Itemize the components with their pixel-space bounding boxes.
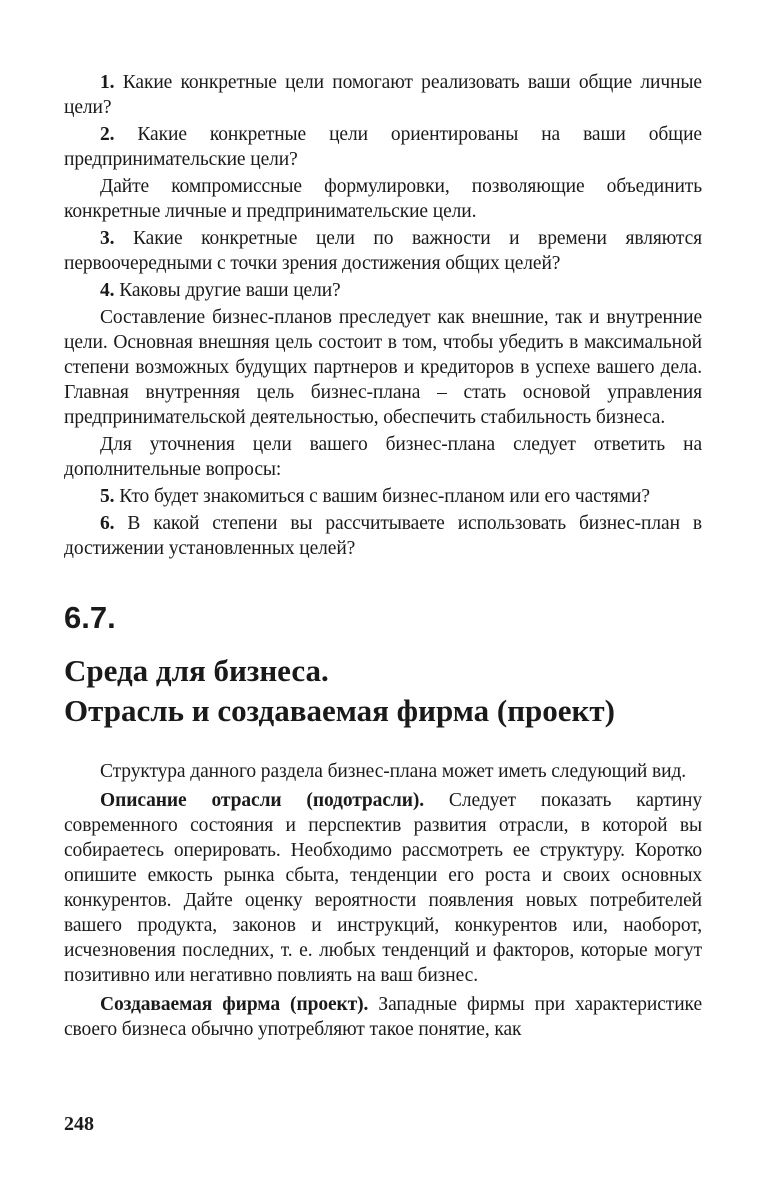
page-body (64, 70, 702, 1042)
question-text: Каковы другие ваши цели? (114, 280, 341, 301)
firm-paragraph (64, 992, 702, 1042)
section-title (64, 651, 702, 731)
compromise-paragraph: Дайте компромиссные формулировки, позволяющие объединить конкретные личные и предпринимательские цели. (64, 176, 702, 222)
question-text: Какие конкретные цели помогают реализовать ваши общие личные цели? (64, 72, 702, 118)
question-5 (64, 484, 702, 509)
section-title-line-2: Отрасль и создаваемая фирма (проект) (64, 693, 615, 728)
question-number: 3. (100, 228, 115, 249)
question-number: 5. (100, 486, 115, 507)
question-2 (64, 122, 702, 172)
question-1 (64, 70, 702, 120)
industry-lead: Описание отрасли (подотрасли). (100, 790, 425, 811)
section-title-line-1: Среда для бизнеса. (64, 653, 329, 688)
industry-paragraph (64, 788, 702, 988)
question-text: В какой степени вы рассчитываете использовать бизнес-план в достижении установленных целей? (64, 513, 702, 559)
section-number: 6.7. (64, 600, 116, 635)
firm-text: Западные фирмы при характеристике своего бизнеса обычно употребляют такое понятие, как (64, 994, 702, 1040)
question-number: 2. (100, 124, 115, 145)
structure-paragraph: Структура данного раздела бизнес-плана может иметь следующий вид. (100, 761, 687, 782)
question-text: Какие конкретные цели ориентированы на ваши общие предпринимательские цели? (64, 124, 702, 170)
question-text: Какие конкретные цели по важности и времени являются первоочередными с точки зрения достижения общих целей? (64, 228, 702, 274)
page-number: 248 (64, 1113, 94, 1135)
question-3 (64, 226, 702, 276)
question-number: 1. (100, 72, 115, 93)
question-number: 6. (100, 513, 115, 534)
question-number: 4. (100, 280, 115, 301)
industry-text: Следует показать картину современного состояния и перспектив развития отрасли, в которой вы собираетесь оперировать. Необходимо рассмотреть ее структуру. Коротко опишите емкость рынка сбыта, тенденции его роста и своих основных конкурентов. Дайте оценку вероятности появления новых потребителей вашего продукта, законов и инструкций, конкурентов или, наоборот, исчезновения последних, т. е. любых тенденций и факторов, которые могут позитивно или негативно повлиять на ваш бизнес. (64, 790, 703, 986)
firm-lead: Создаваемая фирма (проект). (100, 994, 369, 1015)
question-6 (64, 511, 702, 561)
question-text: Кто будет знакомиться с вашим бизнес-планом или его частями? (114, 486, 650, 507)
clarify-paragraph: Для уточнения цели вашего бизнес-плана следует ответить на дополнительные вопросы: (64, 434, 702, 480)
goals-paragraph: Составление бизнес-планов преследует как внешние, так и внутренние цели. Основная внешняя цель состоит в том, чтобы убедить в максимальной степени возможных будущих партнеров и кредиторов в успехе вашего дела. Главная внутренняя цель бизнес-плана – стать основой управления предпринимательской деятельностью, обеспечить стабильность бизнеса. (64, 307, 702, 428)
question-4 (64, 278, 702, 303)
